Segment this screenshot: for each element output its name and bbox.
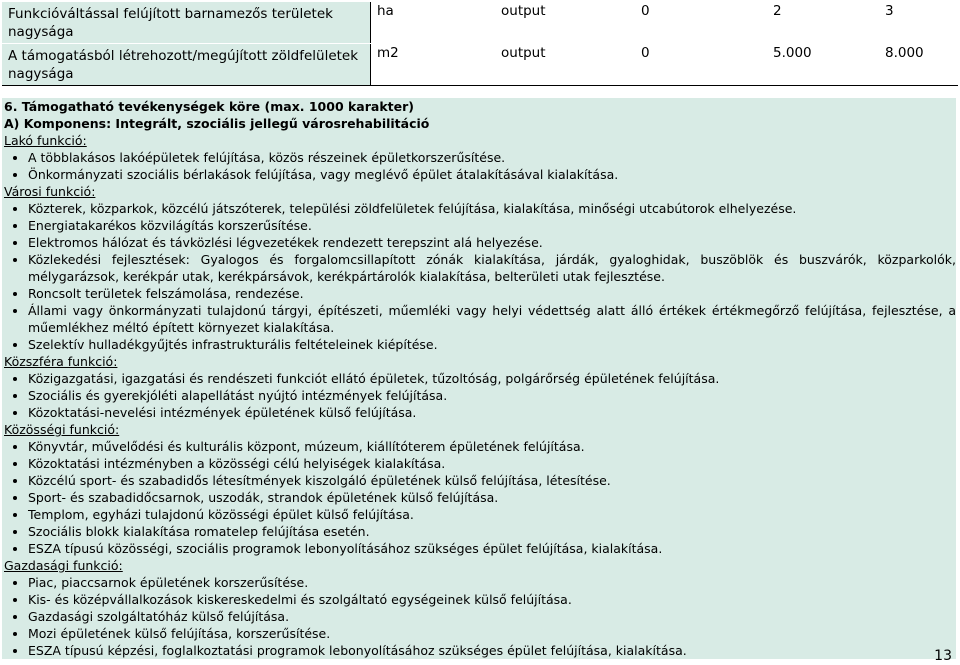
indicator-unit: ha <box>377 3 394 19</box>
list-item: • Közcélú sport- és szabadidős létesítmények kiszolgáló épületének külső felújítása, létesítése. <box>28 472 956 489</box>
group-list-varosi <box>4 200 956 353</box>
group-heading-kozszfera: Közszféra funkció: <box>4 354 118 369</box>
group-list-lako <box>4 149 956 183</box>
list-item: • Közlekedési fejlesztések: Gyalogos és forgalomcsillapított zónák kialakítása, járdák, gyaloghidak, buszöblök és buszvárók, közparkolók, mélygarázsok, kerékpár utak, kerékpársávok, kerékpártárolók kialakítása, belterületi utak fejlesztése. <box>28 251 956 285</box>
indicator-value-target: 3 <box>885 3 894 19</box>
output-indicator-table <box>2 2 958 86</box>
group-heading-kozossegi: Közösségi funkció: <box>4 422 120 437</box>
list-item: • Állami vagy önkormányzati tulajdonú tárgyi, építészeti, műemléki vagy helyi védettség alatt álló értékek értékmegőrző felújítása, fejlesztése, a műemlékhez méltó épített környezet kialakítása. <box>28 302 956 336</box>
eligible-activities-section <box>2 98 956 659</box>
group-heading-varosi: Városi funkció: <box>4 184 96 199</box>
indicator-value-mid: 2 <box>773 3 782 19</box>
section-divider <box>2 85 958 95</box>
list-item: • Közterek, közparkok, közcélú játszóterek, települési zöldfelületek felújítása, kialakítása, minőségi utcabútorok elhelyezése. <box>28 200 956 217</box>
indicator-type: output <box>501 3 546 19</box>
list-item: • Önkormányzati szociális bérlakások felújítása, vagy meglévő épület átalakításával kialakítása. <box>28 166 956 183</box>
indicator-value-mid: 5.000 <box>773 44 812 61</box>
list-item: • A többlakásos lakóépületek felújítása, közös részeinek épületkorszerűsítése. <box>28 149 956 166</box>
list-item: • ESZA típusú képzési, foglalkoztatási programok lebonyolításához szükséges épület felújítása, kialakítása. <box>28 642 956 659</box>
list-item: • Közoktatási intézményben a közösségi célú helyiségek kialakítása. <box>28 455 956 472</box>
indicator-label: A támogatásból létrehozott/megújított zöldfelületek nagysága <box>2 44 371 87</box>
list-item: • Közigazgatási, igazgatási és rendészeti funkciót ellátó épületek, tűzoltóság, polgárőrség épületének felújítása. <box>28 370 956 387</box>
indicator-type: output <box>501 44 546 61</box>
list-item: • ESZA típusú közösségi, szociális programok lebonyolításához szükséges épület felújítása, kialakítása. <box>28 540 956 557</box>
list-item: • Kis- és középvállalkozások kiskereskedelmi és szolgáltató egységeinek külső felújítása. <box>28 591 956 608</box>
list-item: • Roncsolt területek felszámolása, rendezése. <box>28 285 956 302</box>
list-item: • Könyvtár, művelődési és kulturális központ, múzeum, kiállítóterem épületének felújítása. <box>28 438 956 455</box>
group-heading-gazdasagi: Gazdasági funkció: <box>4 558 123 573</box>
indicator-value-base: 0 <box>641 3 650 19</box>
section-title: 6. Támogatható tevékenységek köre (max. 1000 karakter) <box>4 99 414 114</box>
indicator-value-base: 0 <box>641 44 650 61</box>
list-item: • Energiatakarékos közvilágítás korszerűsítése. <box>28 217 956 234</box>
list-item: • Gazdasági szolgáltatóház külső felújítása. <box>28 608 956 625</box>
list-item: • Templom, egyházi tulajdonú közösségi épület külső felújítása. <box>28 506 956 523</box>
indicator-value-target: 8.000 <box>885 44 924 61</box>
list-item: • Piac, piaccsarnok épületének korszerűsítése. <box>28 574 956 591</box>
list-item: • Szociális blokk kialakítása romatelep felújítása esetén. <box>28 523 956 540</box>
group-list-gazdasagi <box>4 574 956 659</box>
group-list-kozszfera <box>4 370 956 421</box>
list-item: • Szelektív hulladékgyűjtés infrastrukturális feltételeinek kiépítése. <box>28 336 956 353</box>
group-heading-lako: Lakó funkció: <box>4 133 87 148</box>
page-number: 13 <box>934 648 952 664</box>
table-row <box>2 44 958 87</box>
table-row <box>2 2 958 44</box>
component-title: A) Komponens: Integrált, szociális jellegű városrehabilitáció <box>4 116 430 131</box>
list-item: • Elektromos hálózat és távközlési légvezetékek rendezett terepszint alá helyezése. <box>28 234 956 251</box>
list-item: • Mozi épületének külső felújítása, korszerűsítése. <box>28 625 956 642</box>
indicator-label: Funkcióváltással felújított barnamezős területek nagysága <box>2 2 371 44</box>
group-list-kozossegi <box>4 438 956 557</box>
list-item: • Szociális és gyerekjóléti alapellátást nyújtó intézmények felújítása. <box>28 387 956 404</box>
list-item: • Közoktatási-nevelési intézmények épületének külső felújítása. <box>28 404 956 421</box>
list-item: • Sport- és szabadidőcsarnok, uszodák, strandok épületének külső felújítása. <box>28 489 956 506</box>
indicator-unit: m2 <box>377 44 399 61</box>
